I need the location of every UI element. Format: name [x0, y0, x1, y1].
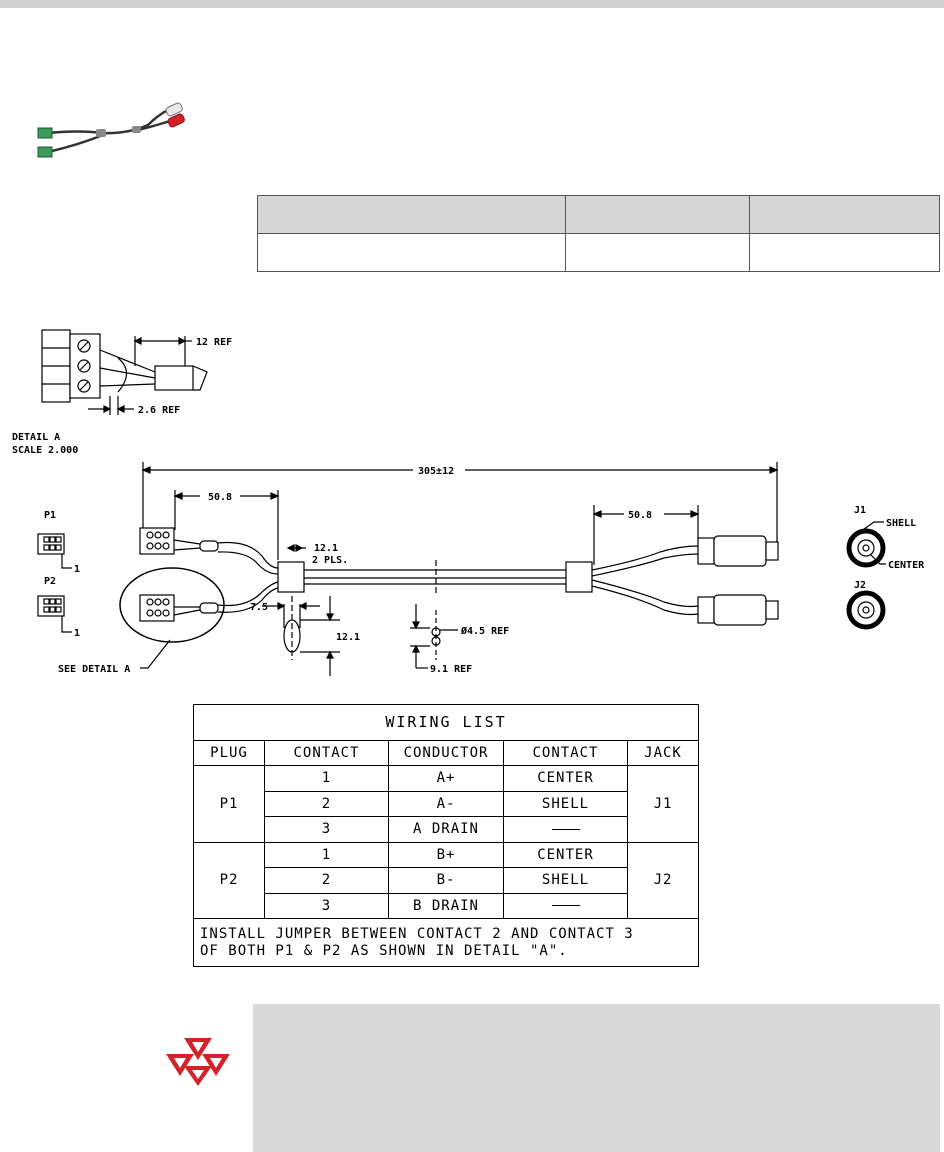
plug-connectors	[140, 528, 218, 621]
info-header-cell	[258, 196, 566, 234]
shell-label: SHELL	[886, 518, 917, 529]
dim-12-ref: 12 REF	[196, 337, 233, 348]
conductor-cell: B+	[389, 842, 504, 867]
p1-pin-label: 1	[74, 564, 81, 575]
jack-j1-label: J1	[854, 505, 867, 516]
contact-cell: 3	[265, 817, 389, 842]
table-row	[194, 893, 699, 918]
conductor-cell: A-	[389, 791, 504, 816]
info-table-row	[258, 234, 940, 272]
conductor-cell: A DRAIN	[389, 817, 504, 842]
table-row	[194, 842, 699, 867]
jack-contact-cell: CENTER	[504, 766, 628, 791]
jack-contact-cell-empty	[504, 893, 628, 918]
conductor-cell: B-	[389, 868, 504, 893]
info-table	[257, 195, 940, 272]
info-table-header-row	[258, 196, 940, 234]
jack-contact-cell-empty	[504, 817, 628, 842]
jack-contact-cell: CENTER	[504, 842, 628, 867]
wiring-note-line-1: INSTALL JUMPER BETWEEN CONTACT 2 AND CONTACT 3	[200, 925, 634, 942]
table-row	[194, 791, 699, 816]
header-conductor: CONDUCTOR	[389, 740, 504, 765]
plug-p2-label: P2	[44, 576, 57, 587]
dim-2-6-ref: 2.6 REF	[138, 405, 181, 416]
contact-cell: 1	[265, 842, 389, 867]
dim-12-1-side: 12.1	[336, 632, 361, 643]
jack-contact-cell: SHELL	[504, 868, 628, 893]
jack-barrels	[698, 536, 778, 625]
dim-right-50-8: 50.8	[628, 510, 653, 521]
dim-left-50-8: 50.8	[208, 492, 233, 503]
plug-p1-label: P1	[44, 510, 57, 521]
polycom-logo-icon	[164, 1036, 232, 1086]
see-detail-a-label: SEE DETAIL A	[58, 664, 131, 675]
jack-contact-cell: SHELL	[504, 791, 628, 816]
no-connection-dash	[552, 905, 580, 906]
no-connection-dash	[552, 829, 580, 830]
dim-9-1-ref: 9.1 REF	[430, 664, 473, 675]
info-header-cell	[566, 196, 749, 234]
wiring-list-table	[193, 704, 699, 967]
conductor-cell: A+	[389, 766, 504, 791]
header-plug: PLUG	[194, 740, 265, 765]
detail-a-label: DETAIL A	[12, 432, 61, 443]
detail-a-connector	[42, 330, 207, 415]
jack-cell: J1	[628, 766, 699, 842]
center-label: CENTER	[888, 560, 925, 571]
jack-j2-label: J2	[854, 580, 867, 591]
wiring-note	[194, 919, 699, 967]
contact-cell: 3	[265, 893, 389, 918]
top-bar	[0, 0, 944, 8]
contact-cell: 2	[265, 868, 389, 893]
table-row	[194, 868, 699, 893]
dim-12-1-top: 12.1	[314, 543, 339, 554]
wiring-list-title: WIRING LIST	[194, 705, 699, 741]
contact-cell: 1	[265, 766, 389, 791]
contact-cell: 2	[265, 791, 389, 816]
conductor-cell: B DRAIN	[389, 893, 504, 918]
cable-drawing	[0, 320, 944, 690]
wiring-note-line-2: OF BOTH P1 & P2 AS SHOWN IN DETAIL "A".	[200, 942, 568, 959]
plug-cell: P1	[194, 766, 265, 842]
info-cell	[749, 234, 939, 272]
header-jack-contact: CONTACT	[504, 740, 628, 765]
dim-total-length: 305±12	[418, 466, 455, 477]
p2-pin-label: 1	[74, 628, 81, 639]
dim-2-pls: 2 PLS.	[312, 555, 349, 566]
p2-pin-diagram	[38, 596, 72, 632]
table-row	[194, 766, 699, 791]
dim-7-5: 7.5	[250, 602, 269, 613]
dim-diameter: Ø4.5 REF	[461, 626, 510, 637]
detail-scale-label: SCALE 2.000	[12, 445, 79, 456]
p1-pin-diagram	[38, 534, 72, 568]
plug-cell: P2	[194, 842, 265, 918]
wiring-header-row	[194, 740, 699, 765]
header-contact: CONTACT	[265, 740, 389, 765]
table-row	[194, 817, 699, 842]
jack-cell: J2	[628, 842, 699, 918]
info-cell	[258, 234, 566, 272]
cable-photo	[28, 90, 198, 165]
header-jack: JACK	[628, 740, 699, 765]
info-cell	[566, 234, 749, 272]
info-header-cell	[749, 196, 939, 234]
note-box	[253, 1004, 940, 1152]
